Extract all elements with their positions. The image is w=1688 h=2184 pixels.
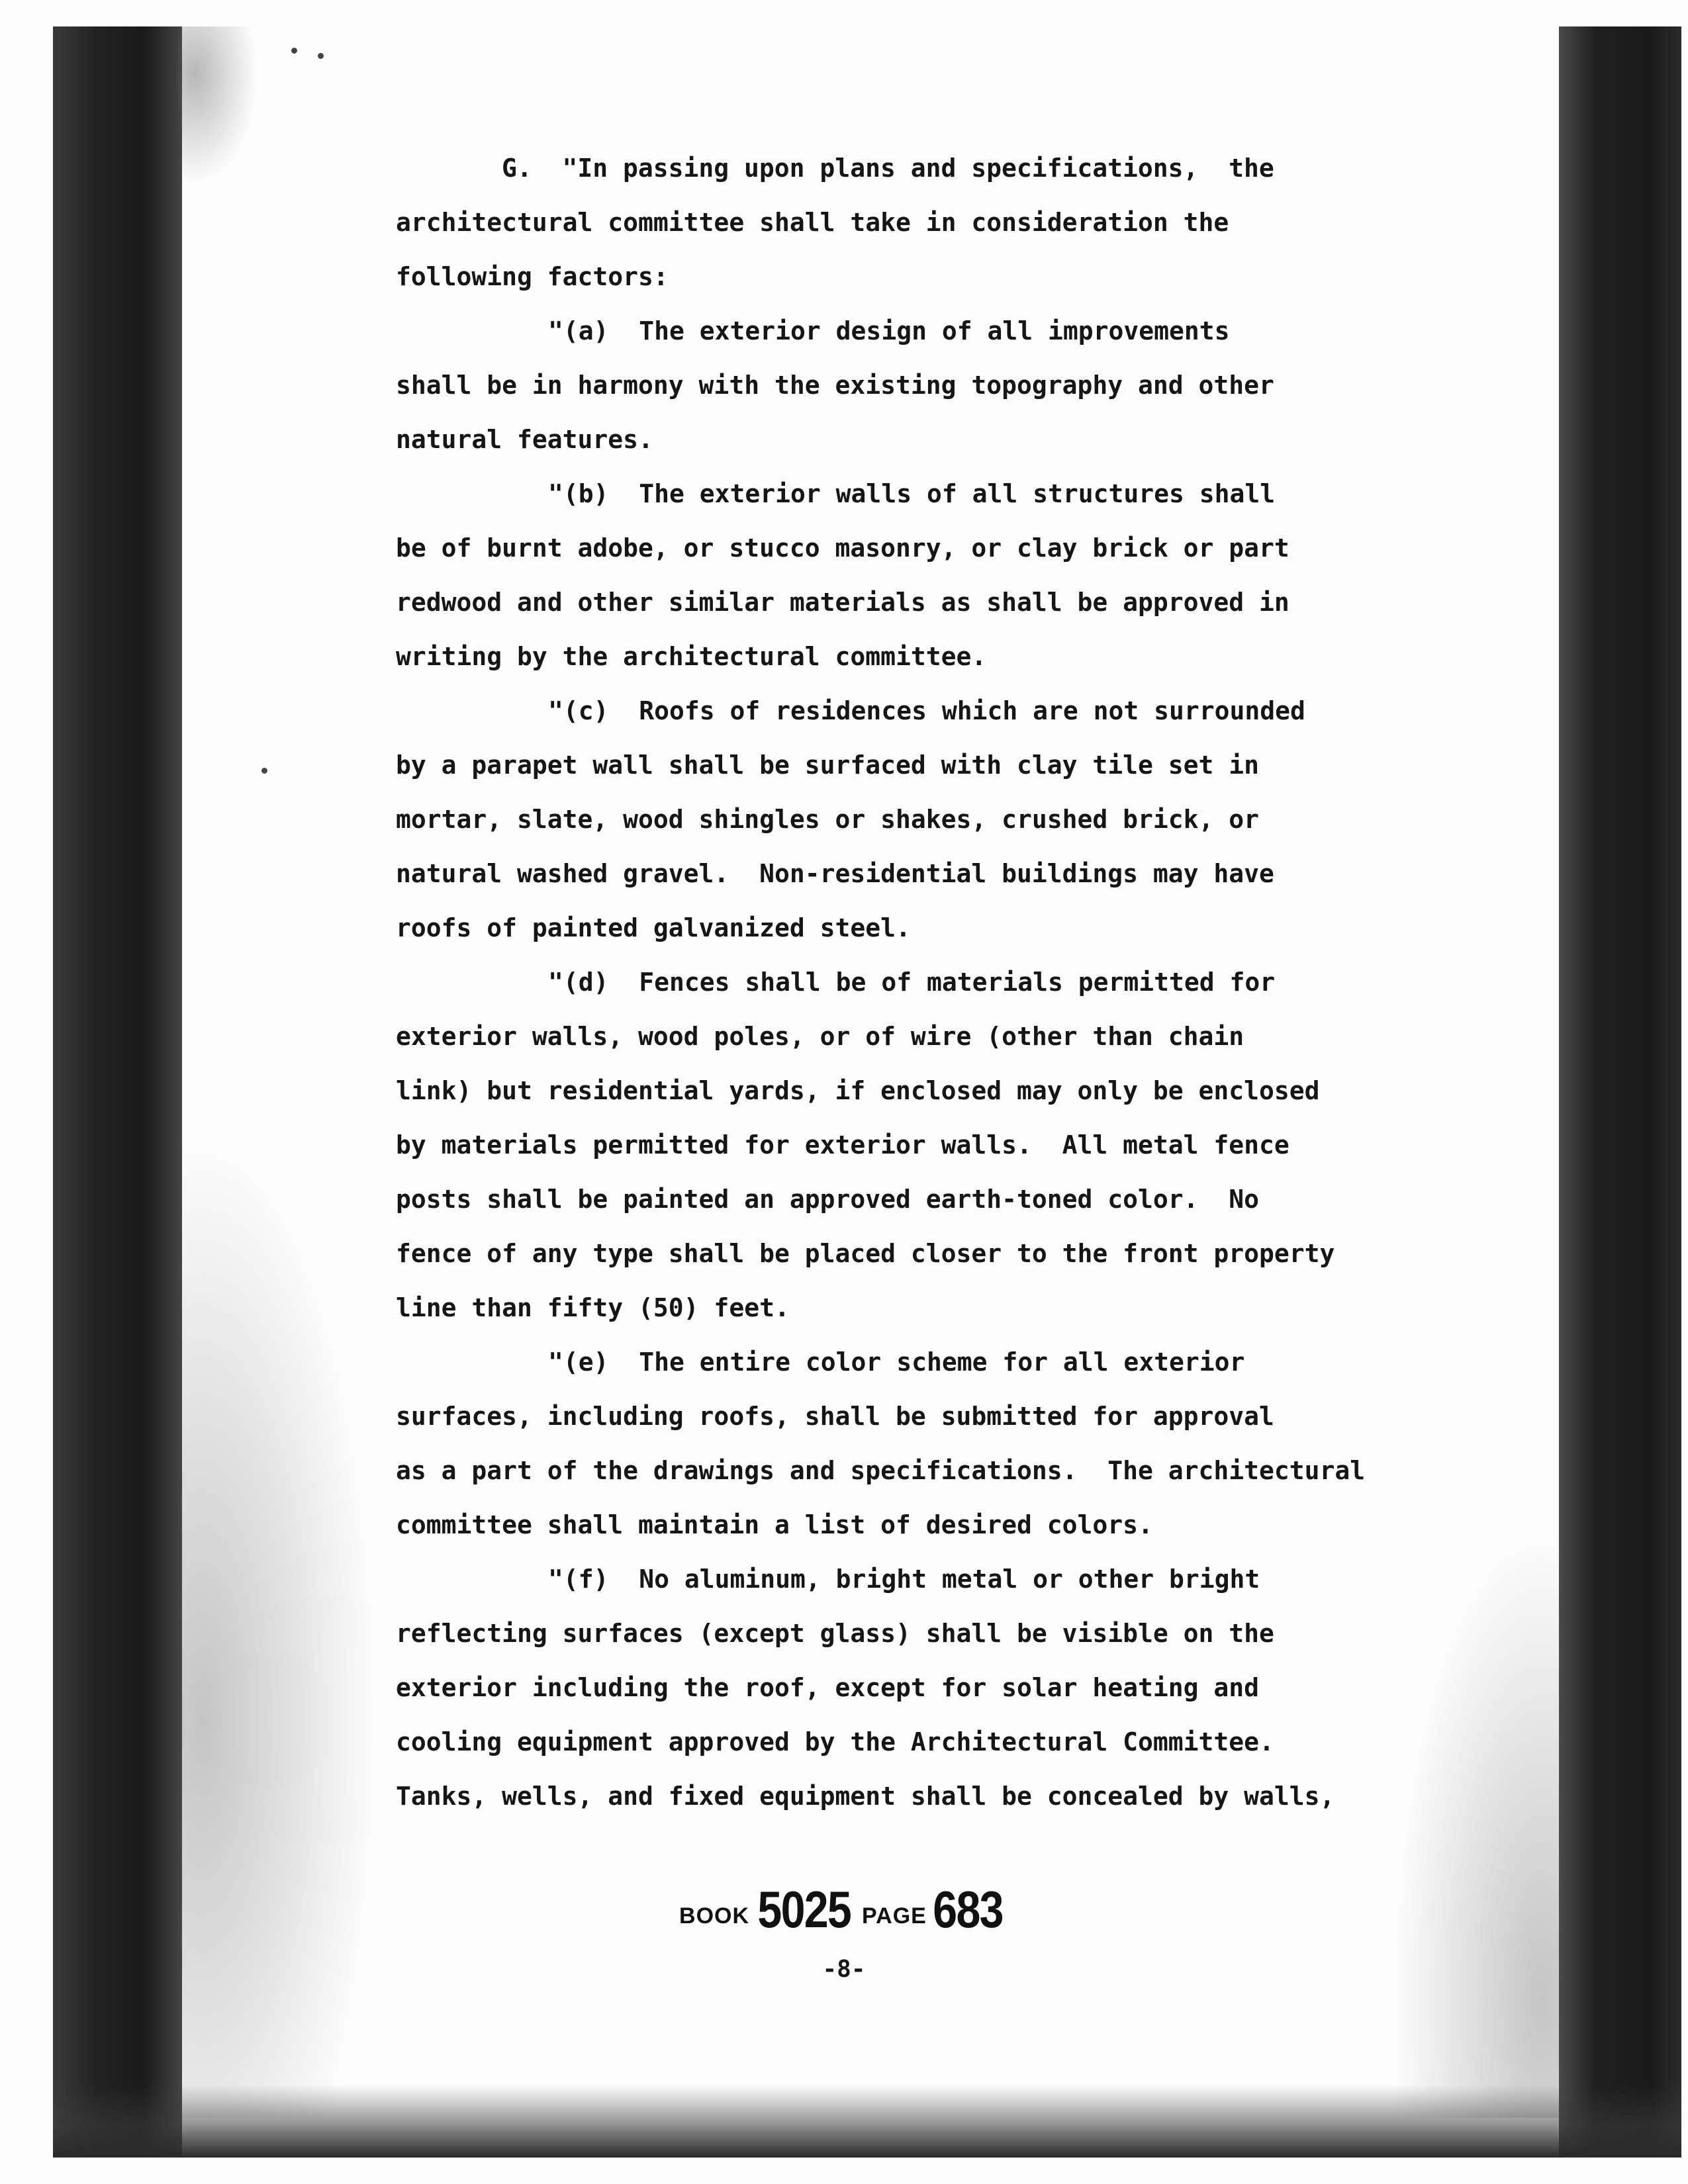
scan-noise (179, 26, 258, 185)
book-label: BOOK (679, 1903, 750, 1929)
text-line: "(a) The exterior design of all improvements (548, 316, 1230, 345)
text-line: "(b) The exterior walls of all structures shall (548, 479, 1276, 508)
text-line: line than fifty (50) feet. (396, 1293, 790, 1322)
text-line: as a part of the drawings and specifications. The architectural (396, 1456, 1366, 1485)
text-line: "(c) Roofs of residences which are not surrounded (548, 696, 1305, 725)
book-page-stamp (0, 1880, 1688, 1940)
text-line: Tanks, wells, and fixed equipment shall be concealed by walls, (396, 1782, 1335, 1811)
text-line: "(d) Fences shall be of materials permitted for (548, 968, 1276, 997)
text-line: exterior including the roof, except for solar heating and (396, 1673, 1260, 1702)
scan-noise (1390, 1522, 1559, 2118)
text-line: posts shall be painted an approved earth-toned color. No (396, 1185, 1260, 1214)
book-number: 5025 (757, 1880, 851, 1938)
text-line: mortar, slate, wood shingles or shakes, crushed brick, or (396, 805, 1260, 834)
text-line: redwood and other similar materials as shall be approved in (396, 588, 1289, 617)
text-line: fence of any type shall be placed closer to the front property (396, 1239, 1335, 1268)
text-line: committee shall maintain a list of desired colors. (396, 1510, 1153, 1539)
text-line: cooling equipment approved by the Architectural Committee. (396, 1727, 1274, 1756)
text-line: G. "In passing upon plans and specifications, the (502, 154, 1274, 183)
text-line: shall be in harmony with the existing topography and other (396, 371, 1274, 400)
page-number: -8- (822, 1956, 866, 1983)
text-line: surfaces, including roofs, shall be submitted for approval (396, 1402, 1274, 1431)
text-line: "(f) No aluminum, bright metal or other bright (548, 1565, 1260, 1594)
text-line: reflecting surfaces (except glass) shall be visible on the (396, 1619, 1274, 1648)
scan-speck (318, 53, 324, 59)
text-line: be of burnt adobe, or stucco masonry, or clay brick or part (396, 533, 1289, 563)
text-line: by a parapet wall shall be surfaced with clay tile set in (396, 751, 1260, 780)
page-label: PAGE (862, 1903, 927, 1929)
text-line: "(e) The entire color scheme for all exterior (548, 1347, 1245, 1377)
text-line: by materials permitted for exterior walls. All metal fence (396, 1130, 1289, 1160)
text-line: natural washed gravel. Non-residential buildings may have (396, 859, 1274, 888)
text-line: writing by the architectural committee. (396, 642, 987, 671)
text-line: natural features. (396, 425, 653, 454)
scan-speck (261, 768, 267, 774)
page-ref-number: 683 (933, 1880, 1003, 1938)
text-line: following factors: (396, 262, 669, 291)
text-line: link) but residential yards, if enclosed may only be enclosed (396, 1076, 1320, 1105)
scanner-edge-right (1559, 26, 1681, 2158)
text-line: roofs of painted galvanized steel. (396, 913, 911, 942)
scan-speck (291, 48, 297, 54)
text-line: architectural committee shall take in consideration the (396, 208, 1229, 237)
scanner-edge-left (53, 26, 182, 2158)
text-line: exterior walls, wood poles, or of wire (other than chain (396, 1022, 1244, 1051)
